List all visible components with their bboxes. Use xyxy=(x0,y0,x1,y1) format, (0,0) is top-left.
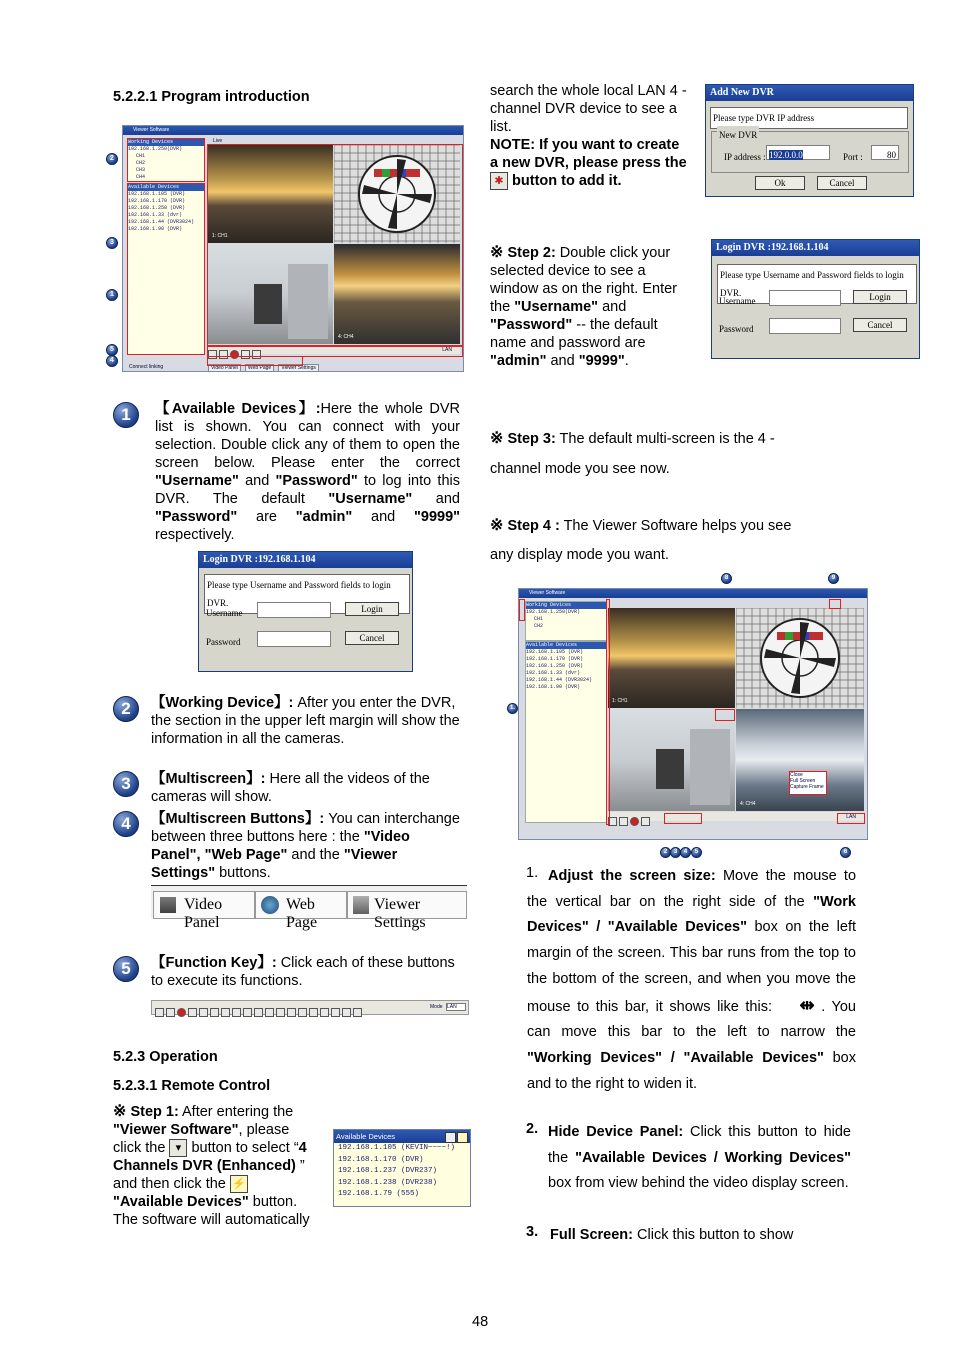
channel-item[interactable]: CH1 xyxy=(534,616,544,622)
tab-viewer-settings[interactable]: Viewer Settings xyxy=(278,364,319,372)
tab-web-page[interactable]: Web Page xyxy=(245,364,274,372)
ip-value: 192.0.0.0 xyxy=(769,150,803,160)
channel-item[interactable]: CH2 xyxy=(534,623,544,629)
split-button[interactable] xyxy=(243,1008,252,1017)
step1-title: Step 1: xyxy=(130,1104,179,1120)
password-field[interactable] xyxy=(257,631,331,647)
multiscreen-buttons-strip xyxy=(151,885,467,931)
working-devices-header: Working Devices xyxy=(128,139,204,146)
port-label: Port : xyxy=(843,152,863,162)
list-item-1 xyxy=(527,864,856,1097)
item1-bold: "admin" xyxy=(295,509,353,525)
item1-text: are xyxy=(237,509,296,525)
callout-8: 8 xyxy=(721,573,732,584)
operation-heading: 5.2.3 Operation xyxy=(113,1049,218,1065)
test-pattern-icon xyxy=(736,608,864,708)
list-item-2-title: Hide Device Panel: xyxy=(548,1124,684,1140)
channel-item[interactable]: CH3 xyxy=(136,167,146,173)
video-panel-button[interactable] xyxy=(153,891,255,931)
step1-text: button to select “ xyxy=(187,1140,299,1156)
step3-text: The default multi-screen is the 4 - xyxy=(555,431,775,447)
working-devices-panel xyxy=(525,601,607,641)
device-item[interactable]: 192.168.1.105 (KEVIN~~~~!) xyxy=(338,1144,456,1152)
device-item[interactable]: 192.168.1.105 (DVR) xyxy=(526,649,584,655)
device-item[interactable]: 192.168.1.33 (dvr) xyxy=(128,212,183,218)
callout-1-b: 1. xyxy=(507,703,518,714)
list-item-1-text: Move the mouse to the vertical bar on the right side of the xyxy=(527,868,857,910)
step4-title: Step 4 : xyxy=(507,518,560,534)
item4-bold: "Viewer Settings" xyxy=(151,847,398,881)
reference-mark-icon: ※ xyxy=(490,244,504,261)
callout-6-b: 6 xyxy=(840,847,851,858)
step2-bold: "Username" xyxy=(514,299,599,315)
available-devices-panel xyxy=(333,1129,471,1207)
ok-button[interactable]: Ok xyxy=(755,176,805,190)
function-key-strip xyxy=(151,1000,469,1015)
list-item-2-text: box from view behind the video display screen. xyxy=(548,1175,849,1192)
lightning-icon[interactable] xyxy=(457,1132,468,1143)
camera-4-view[interactable] xyxy=(736,709,864,811)
list-item-1-title: Adjust the screen size: xyxy=(548,868,716,884)
remote-control-heading: 5.2.3.1 Remote Control xyxy=(113,1078,271,1094)
username-field[interactable] xyxy=(257,602,331,618)
note-text: NOTE: If you want to create a new DVR, please press the xyxy=(490,137,687,171)
new-dvr-group-label: New DVR xyxy=(717,126,759,144)
item1-bold: "Username" xyxy=(155,473,239,489)
device-item[interactable]: 192.168.1.250 (DVR) xyxy=(128,205,186,211)
camera-3-view[interactable] xyxy=(608,709,735,811)
device-item[interactable]: 192.168.1.105 (DVR) xyxy=(128,191,186,197)
item4-text: buttons. xyxy=(215,865,271,881)
mode-label: Mode xyxy=(430,1004,443,1010)
item1-text: respectively. xyxy=(155,527,235,543)
step1-bold: 4 Channels DVR (Enhanced) xyxy=(113,1140,307,1175)
password-field[interactable] xyxy=(769,318,841,334)
reference-mark-icon: ※ xyxy=(490,517,504,534)
step2-text: and xyxy=(546,353,579,369)
callout-9: 9 xyxy=(828,573,839,584)
split-button[interactable] xyxy=(276,1008,285,1017)
channel-item[interactable]: CH4 xyxy=(136,174,146,180)
item2-text: After you enter the DVR, the section in the upper left margin will show the information in all the cameras. xyxy=(151,695,460,747)
viewer-software-screenshot-2 xyxy=(518,588,868,840)
step3-title: Step 3: xyxy=(507,431,556,447)
step1-continued xyxy=(490,82,690,190)
split-button[interactable] xyxy=(232,1008,241,1017)
menu-full-screen[interactable]: Full Screen xyxy=(790,778,816,784)
device-item[interactable]: 192.168.1.170 (DVR) xyxy=(338,1155,424,1164)
login-dialog-left xyxy=(198,551,413,672)
login-button[interactable]: Login xyxy=(345,602,399,616)
highlight-buttons xyxy=(664,813,702,824)
username-label: Username xyxy=(206,608,243,618)
reference-mark-icon: ※ xyxy=(490,430,504,447)
item3-paragraph xyxy=(151,770,461,806)
step1-bold: "Viewer Software" xyxy=(113,1122,239,1138)
window-title: Viewer Software xyxy=(529,590,566,596)
device-item[interactable]: 192.168.1.170 (DVR) xyxy=(526,656,584,662)
split-button[interactable] xyxy=(342,1008,351,1017)
status-bar: Connect linking xyxy=(129,364,164,370)
split-button[interactable] xyxy=(287,1008,296,1017)
channel-item[interactable]: CH1 xyxy=(136,153,146,159)
list-item-2 xyxy=(548,1120,851,1197)
split-button[interactable] xyxy=(353,1008,362,1017)
highlight-fullscreen xyxy=(715,709,735,721)
list-num-1: 1. xyxy=(526,865,539,881)
available-devices-title-bar xyxy=(334,1130,470,1143)
working-devices-header: Working Devices xyxy=(526,602,606,609)
step1-bold: "Available Devices" xyxy=(113,1194,249,1211)
viewer-settings-button[interactable] xyxy=(347,891,467,931)
highlight-available-devices xyxy=(127,183,205,355)
available-devices-header: Available Devices xyxy=(128,184,204,191)
highlight-close xyxy=(829,599,841,609)
step1-text: , please click the xyxy=(113,1122,290,1156)
item3-title: 【Multiscreen】: xyxy=(151,771,266,787)
callout-5-b: 5 xyxy=(691,847,702,858)
item1-text: Here the whole DVR list is shown. You can connect with your selection. Double click any of them to open the screen below. Please enter the correct xyxy=(155,401,461,471)
list-item-3 xyxy=(550,1223,853,1249)
split-button[interactable] xyxy=(309,1008,318,1017)
port-field[interactable]: 80 xyxy=(871,145,899,160)
split-button[interactable] xyxy=(265,1008,274,1017)
lightning-icon: ⚡ xyxy=(230,1175,248,1193)
list-item-2-bold: "Available Devices / Working Devices" xyxy=(575,1149,852,1166)
item1-text: and xyxy=(238,473,276,489)
item4-text: and the xyxy=(287,847,344,863)
menu-capture-frame[interactable]: Capture Frame xyxy=(790,784,824,790)
item2-title: 【Working Device】: xyxy=(151,695,294,711)
badge-4: 4 xyxy=(113,811,139,837)
viewer-settings-label: Viewer Settings xyxy=(374,896,426,931)
highlight-working-device xyxy=(127,138,205,182)
step2-paragraph xyxy=(490,244,690,370)
step3-line2: channel mode you see now. xyxy=(490,461,670,477)
item1-bold: "Username" xyxy=(328,491,413,507)
item3-text: Here all the videos of the cameras will show. xyxy=(151,771,430,805)
list-item-1-bold: "Working Devices" / "Available Devices" xyxy=(527,1049,824,1066)
item5-paragraph xyxy=(151,954,461,990)
device-item[interactable]: 192.168.1.44 (DVR3024) xyxy=(128,219,195,225)
device-root[interactable]: 192.168.1.250(DVR) xyxy=(128,146,183,152)
item1-bold: "Password" xyxy=(155,509,238,525)
list-item-1-text: box and to the right to widen it. xyxy=(527,1049,856,1092)
record-button[interactable] xyxy=(177,1008,186,1017)
device-item[interactable]: 192.168.1.90 (DVR) xyxy=(128,226,183,232)
callout-3: 3 xyxy=(106,237,118,249)
password-label: Password xyxy=(206,637,241,647)
add-dvr-title: Add New DVR xyxy=(706,85,913,101)
web-page-label: Web Page xyxy=(286,896,318,931)
list-num-3: 3. xyxy=(526,1224,539,1240)
step4-text: The Viewer Software helps you see xyxy=(559,518,792,534)
callout-2-b: 2 xyxy=(660,847,671,858)
step2-bold: "9999" xyxy=(578,353,625,369)
username-field[interactable] xyxy=(769,290,841,306)
list-item-1-text: . You can move this bar to the left to narrow the xyxy=(527,998,856,1041)
step1-text: button. The software will automatically xyxy=(113,1194,310,1229)
camera-2-view[interactable] xyxy=(736,608,864,708)
available-devices-header: Available Devices xyxy=(526,642,606,649)
web-page-button[interactable] xyxy=(255,891,347,931)
mode-value[interactable]: LAN xyxy=(442,347,452,353)
step4-line1 xyxy=(490,517,860,535)
cancel-button[interactable]: Cancel xyxy=(853,318,907,332)
login-button[interactable]: Login xyxy=(853,290,907,304)
item1-text: and xyxy=(352,509,414,525)
camera-1-label: 1: CH1 xyxy=(212,233,228,239)
add-dvr-hint: Please type DVR IP address xyxy=(710,107,908,129)
split-button[interactable] xyxy=(331,1008,340,1017)
mode-value[interactable]: LAN xyxy=(846,814,856,820)
step2-bold: "Password" xyxy=(490,317,573,333)
page-number: 48 xyxy=(472,1314,489,1330)
note-text: button to add it. xyxy=(508,173,622,189)
window-title: Viewer Software xyxy=(133,127,170,133)
callout-1: 1 xyxy=(106,289,118,301)
item1-text: and xyxy=(412,491,460,507)
stop-button[interactable] xyxy=(619,817,628,826)
item4-paragraph xyxy=(151,810,461,882)
window-title-bar xyxy=(123,126,463,135)
stop-button[interactable] xyxy=(166,1008,175,1017)
badge-1: 1 xyxy=(113,402,139,428)
available-devices-list xyxy=(525,641,607,823)
mode-select[interactable]: LAN xyxy=(446,1003,466,1011)
channel-item[interactable]: CH2 xyxy=(136,160,146,166)
callout-4: 4 xyxy=(106,355,118,367)
step2-bold: "admin" xyxy=(490,353,547,369)
device-item[interactable]: 192.168.1.44 (DVR3024) xyxy=(526,677,593,683)
settings-icon xyxy=(353,896,369,914)
add-dvr-icon: ✱ xyxy=(490,172,508,190)
callout-3-b: 3 xyxy=(670,847,681,858)
item1-bold: "Password" xyxy=(275,473,358,489)
highlight-resize-bar xyxy=(606,599,610,825)
split-button[interactable] xyxy=(221,1008,230,1017)
item1-bold: "9999" xyxy=(414,509,461,525)
step1-cont-text: search the whole local LAN 4 - channel DVR device to see a list. xyxy=(490,83,687,135)
split-button[interactable] xyxy=(320,1008,329,1017)
device-item[interactable]: 192.168.1.237 (DVR237) xyxy=(338,1167,438,1175)
dropdown-icon: ▾ xyxy=(169,1139,187,1157)
split-button[interactable] xyxy=(641,817,650,826)
video-panel-icon xyxy=(160,897,176,913)
window-title-bar xyxy=(519,589,867,598)
reference-mark-icon: ※ xyxy=(113,1103,127,1120)
device-item[interactable]: 192.168.1.238 (DVR238) xyxy=(338,1178,438,1187)
list-item-3-title: Full Screen: xyxy=(550,1227,633,1243)
step3-line1 xyxy=(490,430,850,448)
password-label: Password xyxy=(719,324,754,334)
web-page-icon xyxy=(261,896,279,914)
step4-line2: any display mode you want. xyxy=(490,547,669,563)
list-item-2-text: Click this button to hide the xyxy=(548,1124,851,1166)
tab-video-panel[interactable]: Video Panel xyxy=(208,364,241,372)
cancel-button[interactable]: Cancel xyxy=(345,631,399,645)
step1-text: After entering the xyxy=(178,1104,294,1120)
item4-title: 【Multiscreen Buttons】: xyxy=(151,811,325,827)
login-dialog-right xyxy=(711,239,920,359)
list-item-1-text: box on the left margin of the screen. This bar runs from the top to the bottom of the screen, and when you move the mouse to this bar, it shows like this: xyxy=(527,919,857,1015)
split-button[interactable] xyxy=(199,1008,208,1017)
item1-text: to log into this DVR. The default xyxy=(155,473,460,507)
login-dialog-title: Login DVR :192.168.1.104 xyxy=(199,552,412,568)
section-title: 5.2.2.1 Program introduction xyxy=(113,89,310,105)
login-dialog-title: Login DVR :192.168.1.104 xyxy=(712,240,919,256)
device-item[interactable]: 192.168.1.33 (dvr) xyxy=(526,670,581,676)
device-item[interactable]: 192.168.1.79 (555) xyxy=(338,1190,420,1198)
record-button[interactable] xyxy=(630,817,639,826)
function-key-bar xyxy=(608,812,864,821)
camera-1-view[interactable] xyxy=(608,608,735,708)
item1-title: 【Available Devices】: xyxy=(155,401,321,417)
step2-title: Step 2: xyxy=(507,245,556,261)
login-hint: Please type Username and Password fields to login DVR. xyxy=(204,574,410,614)
play-button[interactable] xyxy=(155,1008,164,1017)
context-menu xyxy=(789,771,827,795)
live-label: Live xyxy=(213,138,223,144)
highlight-mode xyxy=(837,813,865,824)
highlight-hide-panel xyxy=(519,599,525,621)
list-num-2: 2. xyxy=(526,1121,539,1137)
step1-paragraph xyxy=(113,1103,318,1229)
resize-cursor-icon: ⇹ xyxy=(799,994,815,1015)
ip-field[interactable] xyxy=(766,145,830,160)
menu-close[interactable]: Close xyxy=(790,772,803,778)
cancel-button[interactable]: Cancel xyxy=(817,176,867,190)
badge-5: 5 xyxy=(113,956,139,982)
split-button[interactable] xyxy=(298,1008,307,1017)
callout-4-b: 4 xyxy=(680,847,691,858)
step2-text: Double click your selected device to see a window as on the right. Enter the xyxy=(490,245,677,315)
username-label: Username xyxy=(719,296,756,306)
snapshot-button[interactable] xyxy=(188,1008,197,1017)
device-item[interactable]: 192.168.1.170 (DVR) xyxy=(128,198,186,204)
split-button[interactable] xyxy=(254,1008,263,1017)
item1-paragraph xyxy=(155,400,460,544)
highlight-multiscreen xyxy=(207,144,463,347)
badge-3: 3 xyxy=(113,771,139,797)
item4-bold: "Video Panel", "Web Page" xyxy=(151,829,410,863)
item4-text: You can interchange between three buttons here : the xyxy=(151,811,460,845)
camera-4-label: 4: CH4 xyxy=(740,801,756,807)
add-dvr-dialog xyxy=(705,84,914,197)
video-panel-label: Video Panel xyxy=(184,896,223,931)
step2-text: -- the default name and password are xyxy=(490,317,658,351)
viewer-software-screenshot xyxy=(122,125,464,372)
item5-title: 【Function Key】: xyxy=(151,955,277,971)
step2-text: and xyxy=(598,299,627,315)
login-hint: Please type Username and Password fields to login DVR. xyxy=(717,264,917,304)
item5-text: Click each of these buttons to execute its functions. xyxy=(151,955,455,989)
camera-4-label: 4: CH4 xyxy=(338,334,354,340)
list-item-3-text: Click this button to show xyxy=(633,1227,794,1243)
device-item[interactable]: 192.168.1.90 (DVR) xyxy=(526,684,581,690)
step2-text: . xyxy=(624,353,629,369)
ip-label: IP address : xyxy=(724,152,766,162)
device-root[interactable]: 192.168.1.250(DVR) xyxy=(526,609,581,615)
panel-toggle-icon[interactable] xyxy=(445,1132,456,1143)
callout-2: 2 xyxy=(106,153,118,165)
device-item[interactable]: 192.168.1.250 (DVR) xyxy=(526,663,584,669)
badge-2: 2 xyxy=(113,696,139,722)
camera-1-label: 1: CH1 xyxy=(612,698,628,704)
available-devices-title: Available Devices xyxy=(336,1132,396,1141)
step1-text: ” and then click the xyxy=(113,1158,305,1193)
split-button[interactable] xyxy=(210,1008,219,1017)
list-item-1-bold: "Work Devices" / "Available Devices" xyxy=(527,893,856,936)
item2-paragraph xyxy=(151,694,461,748)
highlight-multiscreen-buttons xyxy=(207,356,303,366)
callout-5: 5 xyxy=(106,344,118,356)
